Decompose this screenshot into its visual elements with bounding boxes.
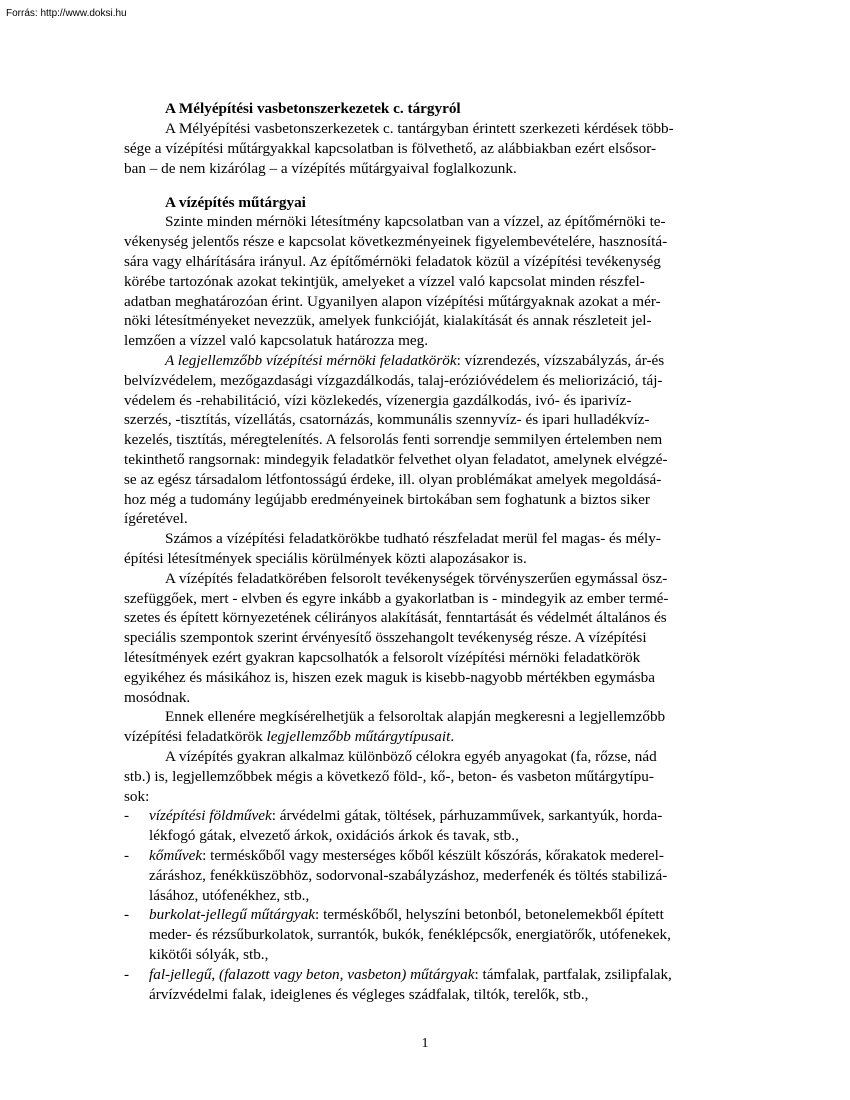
text-line: A vízépítés feladatkörében felsorolt tevékenységek törvényszerűen egymással ösz- xyxy=(165,570,668,587)
text-line: sok: xyxy=(124,788,150,805)
text-line: stb.) is, legjellemzőbbek mégis a következő föld-, kő-, beton- és vasbeton műtárgytípu- xyxy=(124,768,654,785)
list-item xyxy=(149,965,672,984)
document-title: A Mélyépítési vasbetonszerkezetek c. tárgyról xyxy=(165,100,461,117)
text-line: adatban meghatározóan érint. Ugyanilyen alapon vízépítési műtárgyaknak azokat a mér- xyxy=(124,293,661,310)
section-heading: A vízépítés műtárgyai xyxy=(165,194,306,211)
text-line: szefüggőek, mert - elvben és egyre inkább a gyakorlatban is - mindegyik az ember termé- xyxy=(124,590,669,607)
text-line: szerzés, -tisztítás, vízellátás, csatornázás, kommunális szennyvíz- és ipari hulladékvíz- xyxy=(124,411,650,428)
text-line: védelem és -rehabilitáció, vízi közlekedés, vízenergia gazdálkodás, ivó- és iparivíz- xyxy=(124,392,632,409)
text-line: Ennek ellenére megkísérelhetjük a felsoroltak alapján megkeresni a legjellemzőbb xyxy=(165,708,666,725)
text-line xyxy=(165,351,664,370)
text-run: vízépítési feladatkörök xyxy=(124,728,267,745)
text-line: A Mélyépítési vasbetonszerkezetek c. tantárgyban érintett szerkezeti kérdések több- xyxy=(165,120,674,137)
text-line: se az egész társadalom létfontosságú érdeke, ill. olyan problémákat amelyek megoldásá- xyxy=(124,471,662,488)
text-run: : terméskőből, helyszíni betonból, betonelemekből épített xyxy=(315,906,664,923)
text-line: építési létesítmények speciális körülmények közti alapozásakor is. xyxy=(124,550,527,567)
text-line: belvízvédelem, mezőgazdasági vízgazdálkodás, talaj-erózióvédelem és meliorizáció, táj- xyxy=(124,372,663,389)
text-run: . xyxy=(450,728,455,745)
text-line: hoz még a tudomány legújabb eredményeinek birtokában sem foghatunk a biztos siker xyxy=(124,491,650,508)
text-run: : vízrendezés, vízszabályzás, ár-és xyxy=(456,352,665,369)
italic-term: kőművek xyxy=(149,847,203,864)
text-line: speciális szempontok szerint érvényesítő összehangolt tevékenység része. A vízépítési xyxy=(124,629,647,646)
text-line: kezelés, tisztítás, méregtelenítés. A felsorolás fenti sorrendje semmilyen értelemben nem xyxy=(124,431,663,448)
list-item-continuation: lékfogó gátak, elvezető árkok, oxidációs árkok és tavak, stb., xyxy=(149,827,519,844)
italic-term: burkolat-jellegű műtárgyak xyxy=(149,906,316,923)
list-item xyxy=(149,905,664,924)
text-line: ban – de nem kizárólag – a vízépítés műtárgyaival foglalkozunk. xyxy=(124,160,517,177)
text-line: nöki létesítményeket nevezzük, amelyek funkcióját, kialakítását és annak részleteit jel- xyxy=(124,312,652,329)
text-line: ígéretével. xyxy=(124,510,188,527)
text-line: létesítmények ezért gyakran kapcsolhatók a felsorolt vízépítési mérnöki feladatkörök xyxy=(124,649,641,666)
text-line xyxy=(124,727,454,746)
text-line: sára vagy elhárítására irányul. Az építőmérnöki feladatok közül a vízépítési tevékenység xyxy=(124,253,661,270)
list-bullet: - xyxy=(124,906,130,923)
list-item xyxy=(149,846,664,865)
text-line: vékenység jelentős része e kapcsolat következményeinek figyelembevételére, hasznosítá- xyxy=(124,233,668,250)
text-line: körébe tartozónak azokat tekintjük, amelyeket a vízzel való kapcsolat minden részfel- xyxy=(124,273,645,290)
italic-term: A legjellemzőbb vízépítési mérnöki feladatkörök xyxy=(165,352,457,369)
italic-term: legjellemzőbb műtárgytípusait xyxy=(266,728,451,745)
text-line: Számos a vízépítési feladatkörökbe tudható részfeladat merül fel magas- és mély- xyxy=(165,530,661,547)
text-line: A vízépítés gyakran alkalmaz különböző célokra egyéb anyagokat (fa, rőzse, nád xyxy=(165,748,657,765)
list-item-continuation: záráshoz, fenékküszöbhöz, sodorvonal-szabályzáshoz, mederfenék és töltés stabilizá- xyxy=(149,867,668,884)
italic-term: fal-jellegű, (falazott vagy beton, vasbeton) műtárgyak xyxy=(149,966,475,983)
list-item-continuation: meder- és rézsűburkolatok, surrantók, bukók, fenéklépcsők, energiatörők, utófenekek, xyxy=(149,926,671,943)
text-line: lemzően a vízzel való kapcsolatuk határozza meg. xyxy=(124,332,429,349)
text-line: Szinte minden mérnöki létesítmény kapcsolatban van a vízzel, az építőmérnöki te- xyxy=(165,213,666,230)
page-number: 1 xyxy=(421,1036,429,1051)
text-line: szetes és épített környezetének célirányos alakítását, fenntartását és védelmét általános és xyxy=(124,609,667,626)
text-line: sége a vízépítési műtárgyakkal kapcsolatban is fölvethető, az alábbiakban ezért elsősor- xyxy=(124,140,657,157)
list-item-continuation: lásához, utófenékhez, stb., xyxy=(149,887,310,904)
text-run: : árvédelmi gátak, töltések, párhuzamművek, sarkantyúk, horda- xyxy=(271,807,663,824)
italic-term: vízépítési földművek xyxy=(149,807,272,824)
list-item-continuation: kikötői sólyák, stb., xyxy=(149,946,269,963)
text-line: egyikéhez és másikához is, hiszen ezek maguk is kisebb-nagyobb mértékben egymásba xyxy=(124,669,655,686)
list-item xyxy=(149,806,662,825)
list-bullet: - xyxy=(124,807,130,824)
text-run: : terméskőből vagy mesterséges kőből készült kőszórás, kőrakatok mederel- xyxy=(202,847,664,864)
text-line: mosódnak. xyxy=(124,689,191,706)
source-watermark: Forrás: http://www.doksi.hu xyxy=(6,8,127,19)
list-bullet: - xyxy=(124,966,130,983)
text-run: : támfalak, partfalak, zsilipfalak, xyxy=(474,966,672,983)
text-line: tekinthető rangsornak: mindegyik feladatkör felvethet olyan feladatot, amelynek elvégzé- xyxy=(124,451,668,468)
list-bullet: - xyxy=(124,847,130,864)
list-item-continuation: árvízvédelmi falak, ideiglenes és végleges szádfalak, tiltók, terelők, stb., xyxy=(149,986,589,1003)
